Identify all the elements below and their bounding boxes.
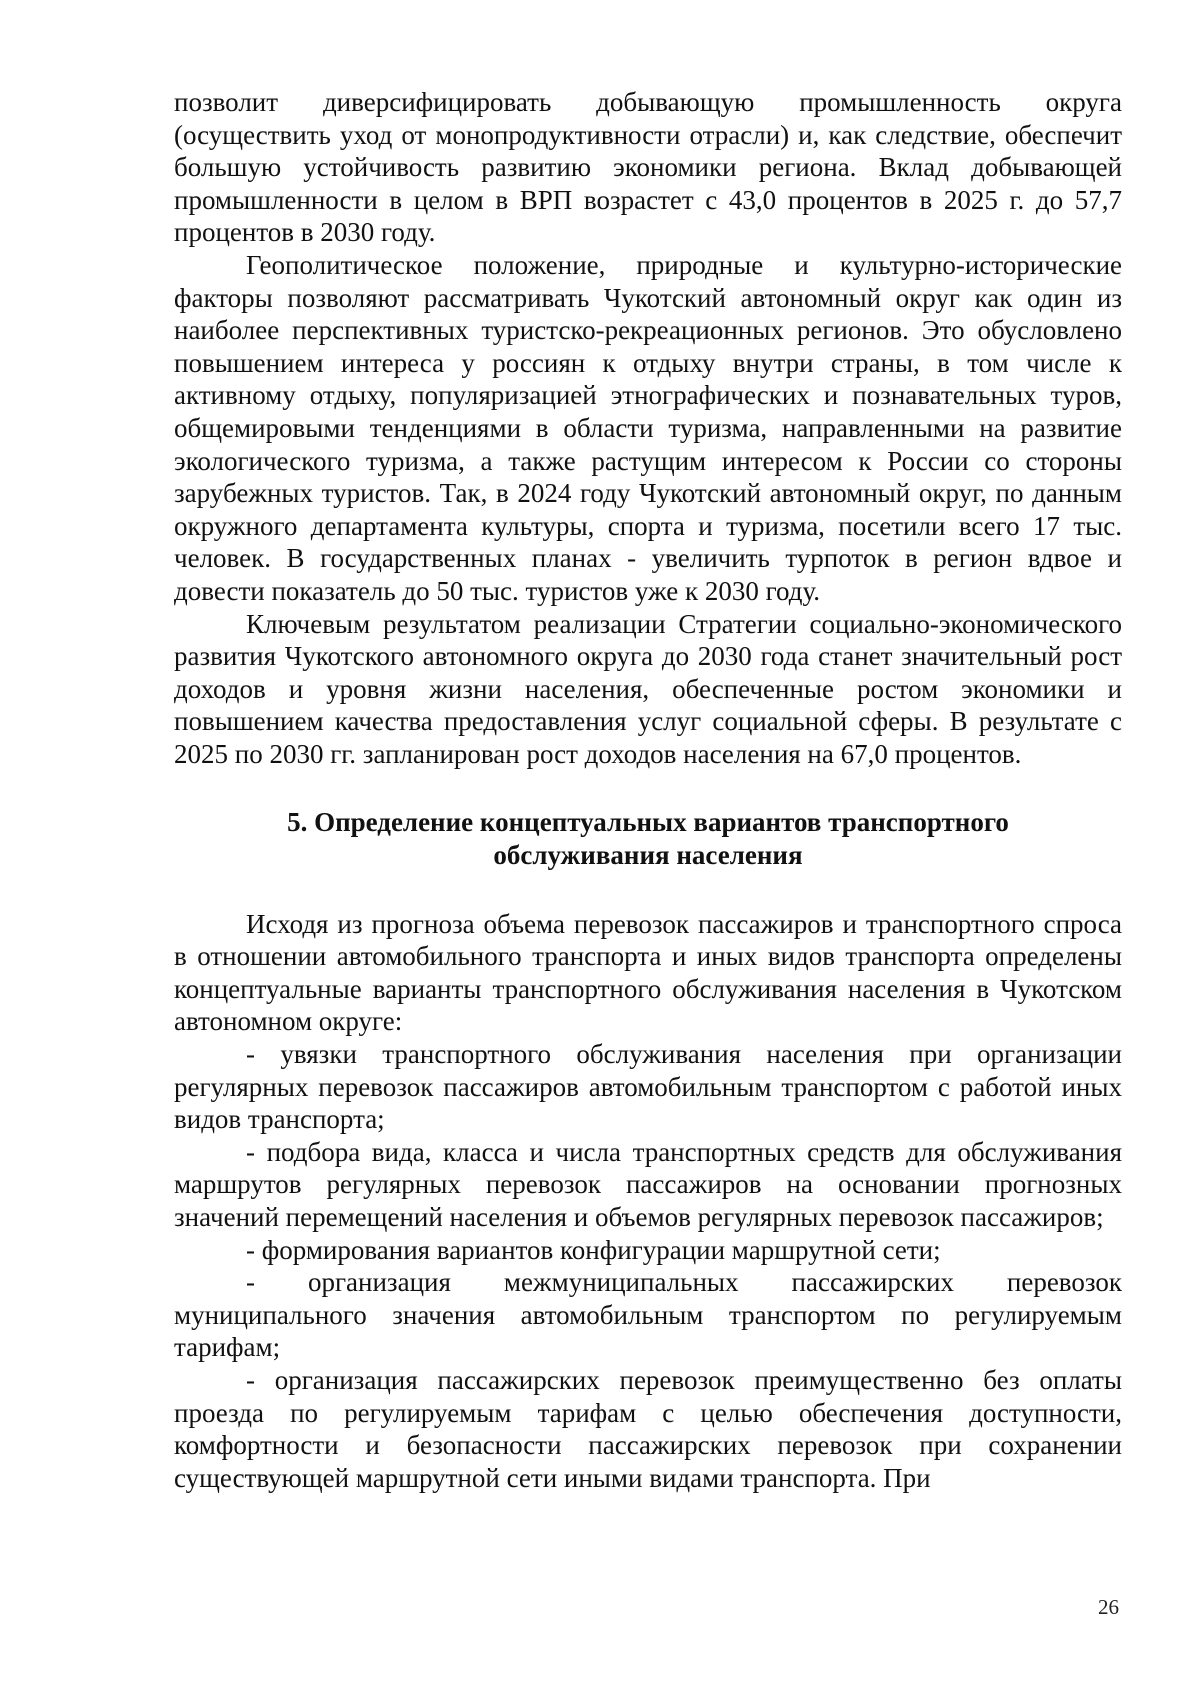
list-item-route-network: - формирования вариантов конфигурации маршрутной сети; (246, 1234, 941, 1265)
list-item-linkage: - увязки транспортного обслуживания населения при организации регулярных перевозок пассажиров автомобильным транспортом с работой иных видов транспорта; (174, 1039, 1122, 1135)
paragraph-key-result: Ключевым результатом реализации Стратегии социально-экономического развития Чукотского автономного округа до 2030 года станет значительный рост доходов и уровня жизни населения, обеспеченные ростом экономики и повышением качества предоставления услуг социальной сферы. В результате с 2025 по 2030 гг. запланирован рост доходов населения на 67,0 процентов. (174, 608, 1122, 769)
paragraph-intro-variants: Исходя из прогноза объема перевозок пассажиров и транспортного спроса в отношении автомобильного транспорта и иных видов транспорта определены концептуальные варианты транспортного обслуживания населения в Чукотском автономном округе: (174, 908, 1122, 1037)
list-item-free-fare: - организация пассажирских перевозок преимущественно без оплаты проезда по регулируемым тарифам с целью обеспечения доступности, комфортности и безопасности пассажирских перевозок при сохранении существующей маршрутной сети иными видами транспорта. При (174, 1364, 1122, 1493)
section-heading (174, 806, 1122, 871)
document-page (174, 86, 1122, 1494)
section-heading-line-2: обслуживания населения (493, 840, 803, 871)
page-number: 26 (1098, 1595, 1119, 1619)
section-heading-line-1: 5. Определение концептуальных вариантов транспортного (287, 807, 1009, 838)
paragraph-tourism: Геополитическое положение, природные и культурно-исторические факторы позволяют рассматривать Чукотский автономный округ как один из наиболее перспективных туристско-рекреационных регионов. Это обусловлено повышением интереса у россиян к отдыху внутри страны, в том числе к активному отдыху, популяризацией этнографических и познавательных туров, общемировыми тенденциями в области туризма, направленными на развитие экологического туризма, а также растущим интересом к России со стороны зарубежных туристов. Так, в 2024 году Чукотский автономный округ, по данным окружного департамента культуры, спорта и туризма, посетили всего 17 тыс. человек. В государственных планах - увеличить турпоток в регион вдвое и довести показатель до 50 тыс. туристов уже к 2030 году. (174, 249, 1122, 606)
list-item-vehicle-selection: - подбора вида, класса и числа транспортных средств для обслуживания маршрутов регулярных перевозок пассажиров на основании прогнозных значений перемещений населения и объемов регулярных перевозок пассажиров; (174, 1136, 1122, 1232)
list-item-intermunicipal: - организация межмуниципальных пассажирских перевозок муниципального значения автомобильным транспортом по регулируемым тарифам; (174, 1267, 1122, 1363)
paragraph-continuation: позволит диверсифицировать добывающую промышленность округа (осуществить уход от монопродуктивности отрасли) и, как следствие, обеспечит большую устойчивость развитию экономики региона. Вклад добывающей промышленности в целом в ВРП возрастет с 43,0 процентов в 2025 г. до 57,7 процентов в 2030 году. (174, 87, 1122, 248)
